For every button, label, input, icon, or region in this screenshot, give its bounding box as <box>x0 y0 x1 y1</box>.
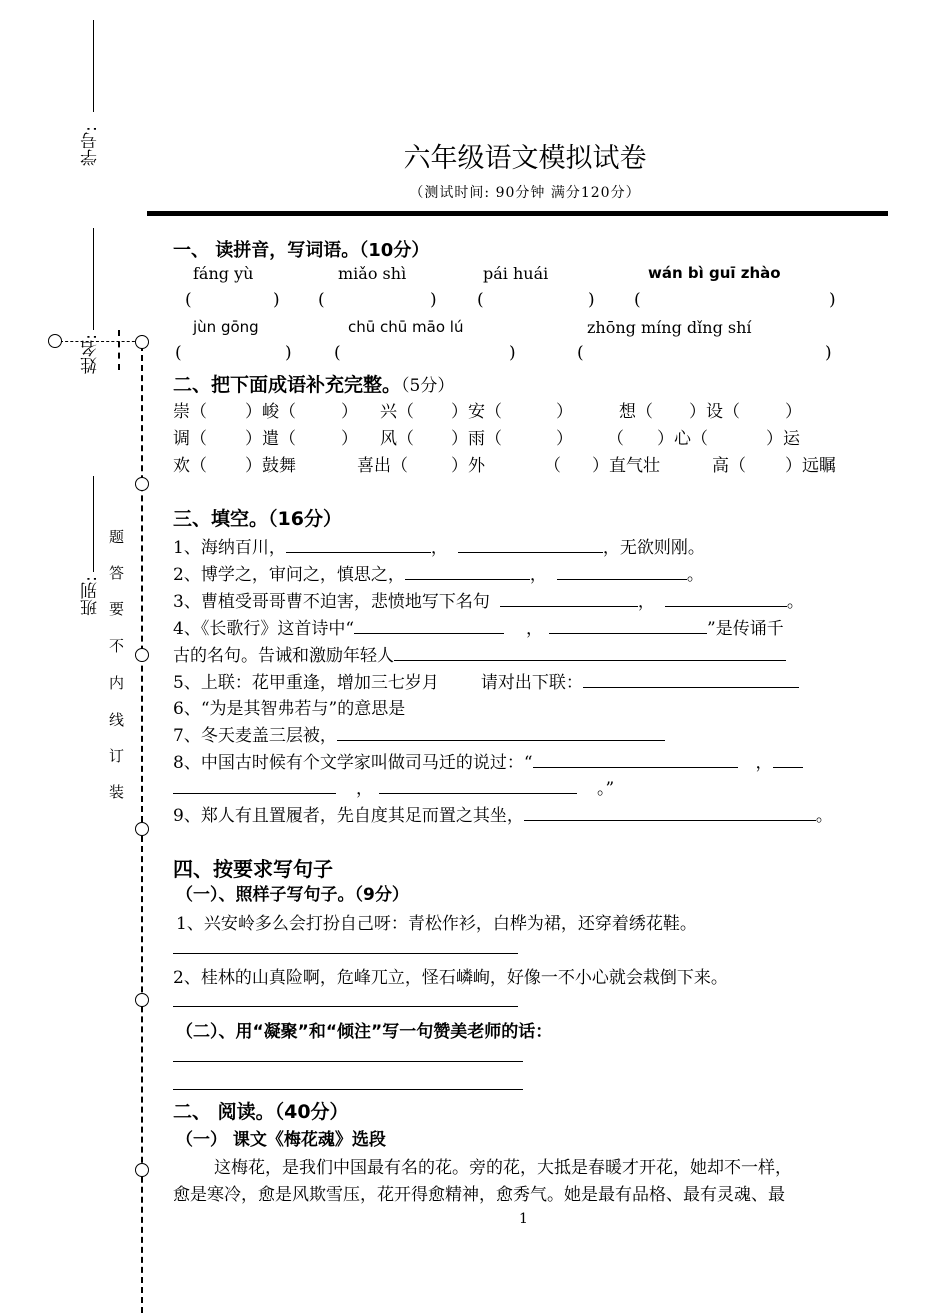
idiom-cell: ）直气壮 <box>592 456 660 476</box>
q1-text-a: 1、海纳百川， <box>173 538 286 558</box>
q8-text-d: 。” <box>597 779 615 799</box>
binding-hole-2 <box>135 477 149 491</box>
name-line <box>93 228 94 330</box>
margin-connector <box>60 341 140 342</box>
binding-hole-3 <box>135 648 149 662</box>
paren-close: ) <box>273 290 280 310</box>
fill-q9 <box>173 801 833 826</box>
idiom-cell: 欢（ <box>173 456 207 476</box>
idiom-cell: ）遣（ <box>245 429 296 449</box>
q1-blank-1[interactable] <box>286 538 431 553</box>
fill-q4-cont <box>173 641 786 666</box>
idiom-cell: （ <box>607 429 624 449</box>
example-1: 1、兴安岭多么会打扮自己呀：青松作衫，白桦为裙，还穿着绣花鞋。 <box>176 914 697 934</box>
q8-text-b: ， <box>755 753 773 773</box>
seal-char-7: 答 <box>108 564 124 582</box>
answer-line-1[interactable] <box>173 953 518 954</box>
paren-close: ) <box>829 290 836 310</box>
q2-text-c: 。 <box>686 565 704 585</box>
fill-q6: 6、“为是其智弗若与”的意思是 <box>173 699 406 719</box>
q5-text-a: 5、上联：花甲重逢，增加三七岁月 <box>173 673 439 693</box>
q8-blank-4[interactable] <box>379 779 577 794</box>
pinyin-5: jùn gōng <box>193 318 259 336</box>
q7-text: 7、冬天麦盖三层被， <box>173 726 337 746</box>
q3-blank-1[interactable] <box>500 592 638 607</box>
title-rule <box>147 211 888 216</box>
class-line <box>93 476 94 572</box>
idiom-cell: ）鼓舞 <box>245 456 296 476</box>
fill-q1 <box>173 533 705 558</box>
paren-open: ( <box>334 343 341 363</box>
seal-char-3: 线 <box>108 711 124 729</box>
fill-q5 <box>173 668 799 693</box>
pinyin-1: fáng yù <box>193 264 254 283</box>
q2-blank-1[interactable] <box>405 565 530 580</box>
page-number: 1 <box>519 1211 528 1227</box>
section-4-part2: （二）、用“凝聚”和“倾注”写一句赞美老师的话： <box>176 1022 553 1042</box>
section-2-title <box>173 370 454 397</box>
section-4-part1: （一）、照样子写句子。（9分） <box>176 885 409 905</box>
binding-hole-4 <box>135 822 149 836</box>
q3-text-c: 。 <box>786 592 804 612</box>
paren-open: ( <box>185 290 192 310</box>
binding-hole-left <box>48 334 62 348</box>
paren-open: ( <box>634 290 641 310</box>
q1-blank-2[interactable] <box>458 538 603 553</box>
q2-text-b: ， <box>529 565 547 585</box>
q1-text-b: ， <box>430 538 448 558</box>
idiom-cell: ） <box>341 429 358 449</box>
binding-dash-short <box>118 330 120 370</box>
q4-text-a: 4、《长歌行》这首诗中“ <box>173 619 355 639</box>
paren-close: ) <box>285 343 292 363</box>
idiom-cell: 兴（ <box>380 402 414 422</box>
section-2-title-text: 二、把下面成语补充完整。 <box>173 374 402 396</box>
fill-q7 <box>173 721 665 746</box>
pinyin-6: chū chū māo lú <box>348 318 464 336</box>
section-2-score: （5分） <box>401 376 455 396</box>
paren-open: ( <box>577 343 584 363</box>
answer-line-2[interactable] <box>173 1006 518 1007</box>
binding-hole-5 <box>135 993 149 1007</box>
class-label: 班别: <box>81 576 101 616</box>
fill-q2 <box>173 560 704 585</box>
section-5-title: 二、 阅读。（40分） <box>173 1101 349 1123</box>
pinyin-7: zhōng míng dǐng shí <box>587 318 752 337</box>
q4-text-b: ， <box>526 619 544 639</box>
idiom-cell: ）雨（ <box>451 429 502 449</box>
student-id-label: 学号: <box>81 126 101 166</box>
paren-close: ) <box>588 290 595 310</box>
student-id-line <box>93 20 94 112</box>
q2-text-a: 2、博学之，审问之，慎思之， <box>173 565 405 585</box>
q5-text-b: 请对出下联： <box>480 673 583 693</box>
idiom-cell: 喜出（ <box>357 456 408 476</box>
q8-text-c: ， <box>356 779 373 799</box>
paren-open: ( <box>477 290 484 310</box>
fill-q8-cont <box>173 774 614 799</box>
q8-text-a: 8、中国古时候有个文学家叫做司马迁的说过：“ <box>173 753 533 773</box>
idiom-cell: 想（ <box>619 402 653 422</box>
binding-hole-1 <box>135 335 149 349</box>
idiom-cell: ） <box>785 402 802 422</box>
idiom-cell: （ <box>544 456 561 476</box>
idiom-cell: 风（ <box>380 429 414 449</box>
seal-char-1: 装 <box>108 783 124 801</box>
idiom-cell: ） <box>556 429 573 449</box>
q5-blank[interactable] <box>583 673 799 688</box>
idiom-cell: 调（ <box>173 429 207 449</box>
pinyin-4: wán bì guī zhào <box>648 264 781 282</box>
seal-char-2: 订 <box>108 747 124 765</box>
paren-close: ) <box>509 343 516 363</box>
idiom-cell: ）运 <box>766 429 800 449</box>
idiom-cell: ）安（ <box>451 402 502 422</box>
answer-line-4[interactable] <box>173 1089 523 1090</box>
q7-blank[interactable] <box>337 726 665 741</box>
pinyin-2: miǎo shì <box>338 264 407 283</box>
q4-text-d: 古的名句。告诫和激励年轻人 <box>173 646 394 666</box>
paren-close: ) <box>825 343 832 363</box>
idiom-cell: ） <box>556 402 573 422</box>
q8-blank-1[interactable] <box>533 753 738 768</box>
paren-close: ) <box>430 290 437 310</box>
idiom-cell: ）远瞩 <box>785 456 836 476</box>
idiom-cell: 崇（ <box>173 402 207 422</box>
idiom-cell: ）峻（ <box>245 402 296 422</box>
idiom-cell: 高（ <box>712 456 746 476</box>
seal-char-5: 不 <box>108 637 124 655</box>
fill-q4 <box>173 614 784 639</box>
q4-blank-1[interactable] <box>354 619 504 634</box>
idiom-cell: ）设（ <box>689 402 740 422</box>
q9-text: 9、郑人有且置履者，先自度其足而置之其坐， <box>173 806 524 826</box>
paren-open: ( <box>318 290 325 310</box>
q4-blank-3[interactable] <box>394 646 786 661</box>
q8-blank-3[interactable] <box>173 779 336 794</box>
name-label: 姓名: <box>81 334 101 374</box>
q1-text-c: ，无欲则刚。 <box>602 538 705 558</box>
q9-text-end: 。 <box>815 806 833 826</box>
passage-line-2: 愈是寒冷，愈是风欺雪压，花开得愈精神，愈秀气。她是最有品格、最有灵魂、最 <box>173 1185 785 1205</box>
section-1-title: 一、 读拼音，写词语。（10分） <box>173 240 430 261</box>
pinyin-3: pái huái <box>483 264 549 283</box>
fill-q3 <box>173 587 804 612</box>
section-4-title: 四、按要求写句子 <box>173 857 333 881</box>
seal-char-6: 要 <box>108 600 124 618</box>
passage-line-1: 这梅花，是我们中国最有名的花。旁的花，大抵是春暖才开花，她却不一样， <box>214 1158 792 1178</box>
idiom-cell: ）心（ <box>657 429 708 449</box>
paren-open: ( <box>175 343 182 363</box>
q3-text-a: 3、曹植受哥哥曹不迫害，悲愤地写下名句 <box>173 592 490 612</box>
q8-blank-2[interactable] <box>773 753 803 768</box>
q3-text-b: ， <box>637 592 655 612</box>
section-3-title: 三、填空。（16分） <box>173 508 342 530</box>
answer-line-3[interactable] <box>173 1061 523 1062</box>
page-subtitle: （测试时间: 90分钟 满分120分） <box>409 185 641 201</box>
q2-blank-2[interactable] <box>557 565 687 580</box>
q4-text-c: ”是传诵千 <box>707 619 784 639</box>
q9-blank[interactable] <box>524 806 816 821</box>
q3-blank-2[interactable] <box>665 592 787 607</box>
idiom-cell: ） <box>341 402 358 422</box>
binding-hole-6 <box>135 1163 149 1177</box>
section-5-part1: （一） 课文《梅花魂》选段 <box>176 1130 386 1150</box>
q4-blank-2[interactable] <box>549 619 707 634</box>
example-2: 2、桂林的山真险啊，危峰兀立，怪石嶙峋，好像一不小心就会栽倒下来。 <box>173 968 728 988</box>
seal-char-8: 题 <box>108 528 124 546</box>
page-title: 六年级语文模拟试卷 <box>403 143 647 174</box>
seal-char-4: 内 <box>108 674 124 692</box>
fill-q8 <box>173 748 803 773</box>
idiom-cell: ）外 <box>451 456 485 476</box>
